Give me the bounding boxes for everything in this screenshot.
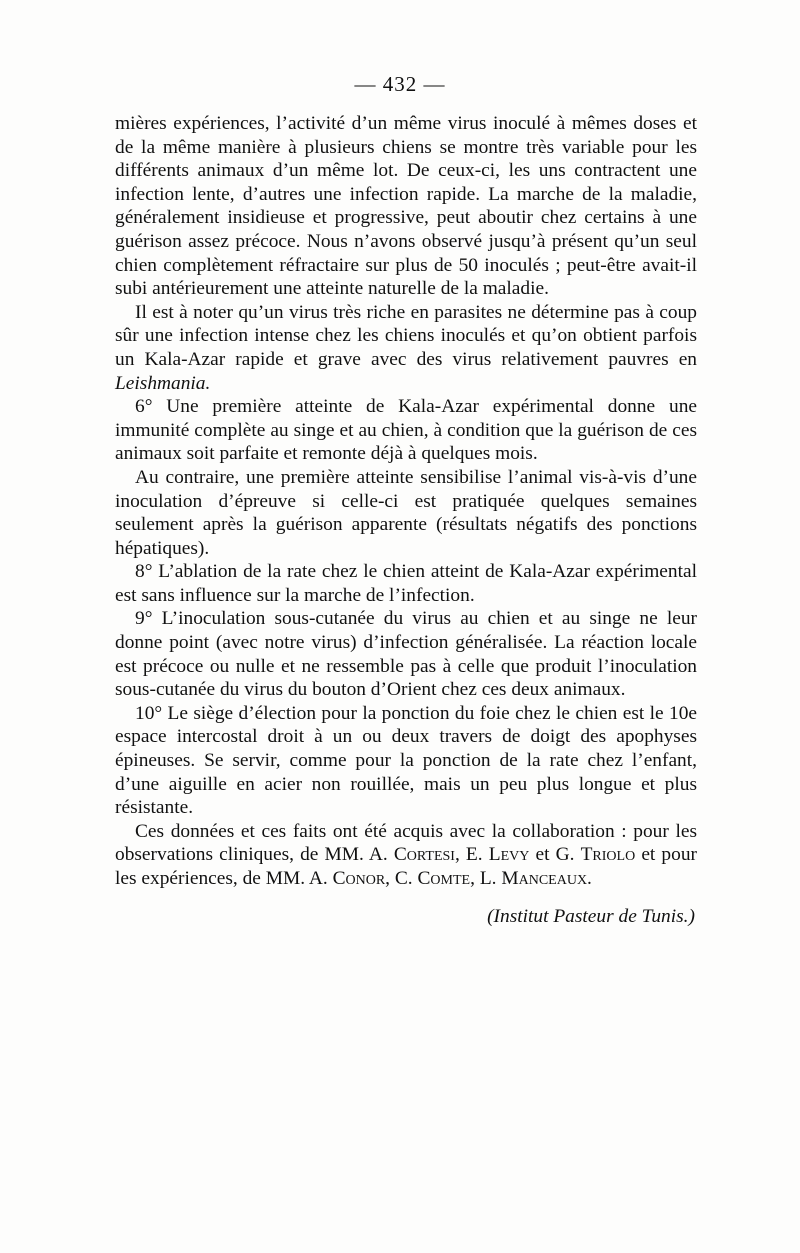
connector-text: , C. (385, 868, 418, 889)
paragraph-acknowledgements (115, 820, 697, 891)
paragraph-text: Il est à noter qu’un virus très riche en parasites ne détermine pas à coup sûr une infection intense chez les chiens inoculés et qu’on obtient parfois un Kala-Azar rapide et grave avec des virus relativement pauvres en (115, 301, 697, 370)
connector-text: et pour les expériences, de MM. A. (115, 844, 697, 889)
paragraph-point-6: 6° Une première atteinte de Kala-Azar expérimental donne une immunité complète au singe et au chien, à condition que la guérison de ces animaux soit parfaite et remonte déjà à quelques mois. (115, 396, 697, 465)
name-triolo: Triolo (580, 844, 636, 866)
paragraph-au-contraire: Au contraire, une première atteinte sensibilise l’animal vis-à-vis d’une inoculation d’épreuve si celle-ci est pratiquée quelques semaines seulement après la guérison apparente (résultats négatifs des ponctions hépatiques). (115, 466, 697, 559)
name-cortesi: Cortesi (393, 844, 455, 866)
name-conor: Conor (332, 868, 386, 889)
name-comte: Comte (417, 868, 471, 889)
paragraph-point-9: 9° L’inoculation sous-cutanée du virus au chien et au singe ne leur donne point (avec notre virus) d’infection généralisée. La réaction locale est précoce ou nulle et ne ressemble pas à celle que produit l’inoculation sous-cutanée du virus du bouton d’Orient chez ces deux animaux. (115, 608, 697, 701)
connector-text: , (470, 868, 475, 889)
italic-term-leishmania: Leishmania. (115, 372, 211, 394)
page-number: — 432 — (354, 72, 446, 96)
body-text (115, 112, 697, 928)
connector-text: et G. (529, 844, 581, 866)
name-manceaux: Manceaux. (501, 868, 592, 889)
paragraph-point-10: 10° Le siège d’élection pour la ponction du foie chez le chien est le 10e espace intercostal droit à un ou deux travers de doigt des apophyses épineuses. Se servir, comme pour la ponction de la rate chez l’enfant, d’une aiguille en acier non rouillée, mais un peu plus longue et plus résistante. (115, 702, 697, 819)
signature-institution: (Institut Pasteur de Tunis.) (487, 905, 695, 927)
paragraph-point-8: 8° L’ablation de la rate chez le chien atteint de Kala-Azar expérimental est sans influence sur la marche de l’infection. (115, 561, 697, 606)
acknowledgement-text: Ces données et ces faits ont été acquis avec la collaboration : pour les observations cliniques, de MM. A. (115, 820, 697, 866)
name-levy: Levy (488, 844, 530, 866)
connector-text: , E. (454, 844, 489, 866)
paragraph-virus-richness (115, 301, 697, 395)
initial-text: L. (479, 868, 502, 889)
paragraph-continuation: mières expériences, l’activité d’un même virus inoculé à mêmes doses et de la même manière à plusieurs chiens se montre très variable pour les différents animaux d’un même lot. De ceux-ci, les uns contractent une infection lente, d’autres une infection rapide. La marche de la maladie, généralement insidieuse et progressive, peut aboutir chez certains à une guérison assez précoce. Nous n’avons observé jusqu’à présent qu’un seul chien complètement réfractaire sur plus de 50 inoculés ; peut-être avait-il subi antérieurement une atteinte naturelle de la maladie. (115, 113, 697, 300)
